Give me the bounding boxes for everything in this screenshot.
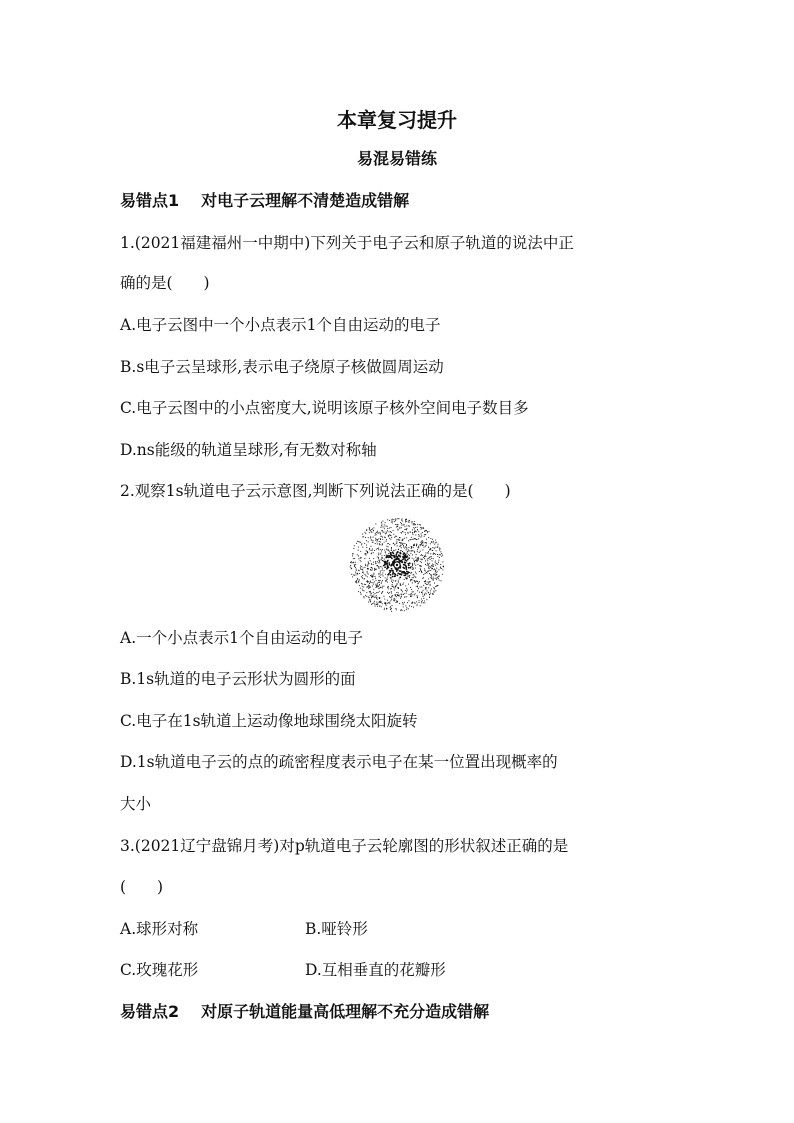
question-3-option-d: D.互相垂直的花瓣形	[305, 961, 446, 979]
question-1-option-a: A.电子云图中一个小点表示1个自由运动的电子	[120, 316, 441, 334]
page-subtitle: 易混易错练	[356, 149, 437, 168]
section-heading-1	[120, 190, 409, 212]
question-3-option-a: A.球形对称	[120, 920, 199, 938]
question-1-stem-line2: 确的是( )	[120, 274, 210, 292]
electron-cloud-image	[347, 515, 447, 615]
section-text: 对原子轨道能量高低理解不充分造成错解	[201, 1002, 490, 1021]
question-3-option-c: C.玫瑰花形	[120, 961, 199, 979]
section-heading-2	[120, 1001, 489, 1023]
page-title: 本章复习提升	[337, 108, 457, 132]
question-2-option-d-line1: D.1s轨道电子云的点的疏密程度表示电子在某一位置出现概率的	[120, 753, 558, 771]
question-3-stem-line2: ( )	[120, 878, 164, 896]
question-2-option-a: A.一个小点表示1个自由运动的电子	[120, 629, 363, 647]
section-label: 易错点1	[120, 191, 180, 210]
section-label: 易错点2	[120, 1002, 180, 1021]
question-2-option-c: C.电子在1s轨道上运动像地球围绕太阳旋转	[120, 712, 418, 730]
question-1-option-d: D.ns能级的轨道呈球形,有无数对称轴	[120, 441, 377, 459]
electron-cloud-1s-figure	[347, 515, 447, 615]
question-2-option-b: B.1s轨道的电子云形状为圆形的面	[120, 670, 356, 688]
question-2-stem: 2.观察1s轨道电子云示意图,判断下列说法正确的是( )	[120, 482, 511, 500]
question-1-option-b: B.s电子云呈球形,表示电子绕原子核做圆周运动	[120, 358, 444, 376]
section-text: 对电子云理解不清楚造成错解	[201, 191, 410, 210]
question-3-stem-line1: 3.(2021辽宁盘锦月考)对p轨道电子云轮廓图的形状叙述正确的是	[120, 837, 569, 855]
question-2-option-d-line2: 大小	[120, 795, 152, 813]
question-1-stem-line1: 1.(2021福建福州一中期中)下列关于电子云和原子轨道的说法中正	[120, 234, 574, 252]
question-1-option-c: C.电子云图中的小点密度大,说明该原子核外空间电子数目多	[120, 399, 529, 417]
question-3-option-b: B.哑铃形	[305, 920, 368, 938]
